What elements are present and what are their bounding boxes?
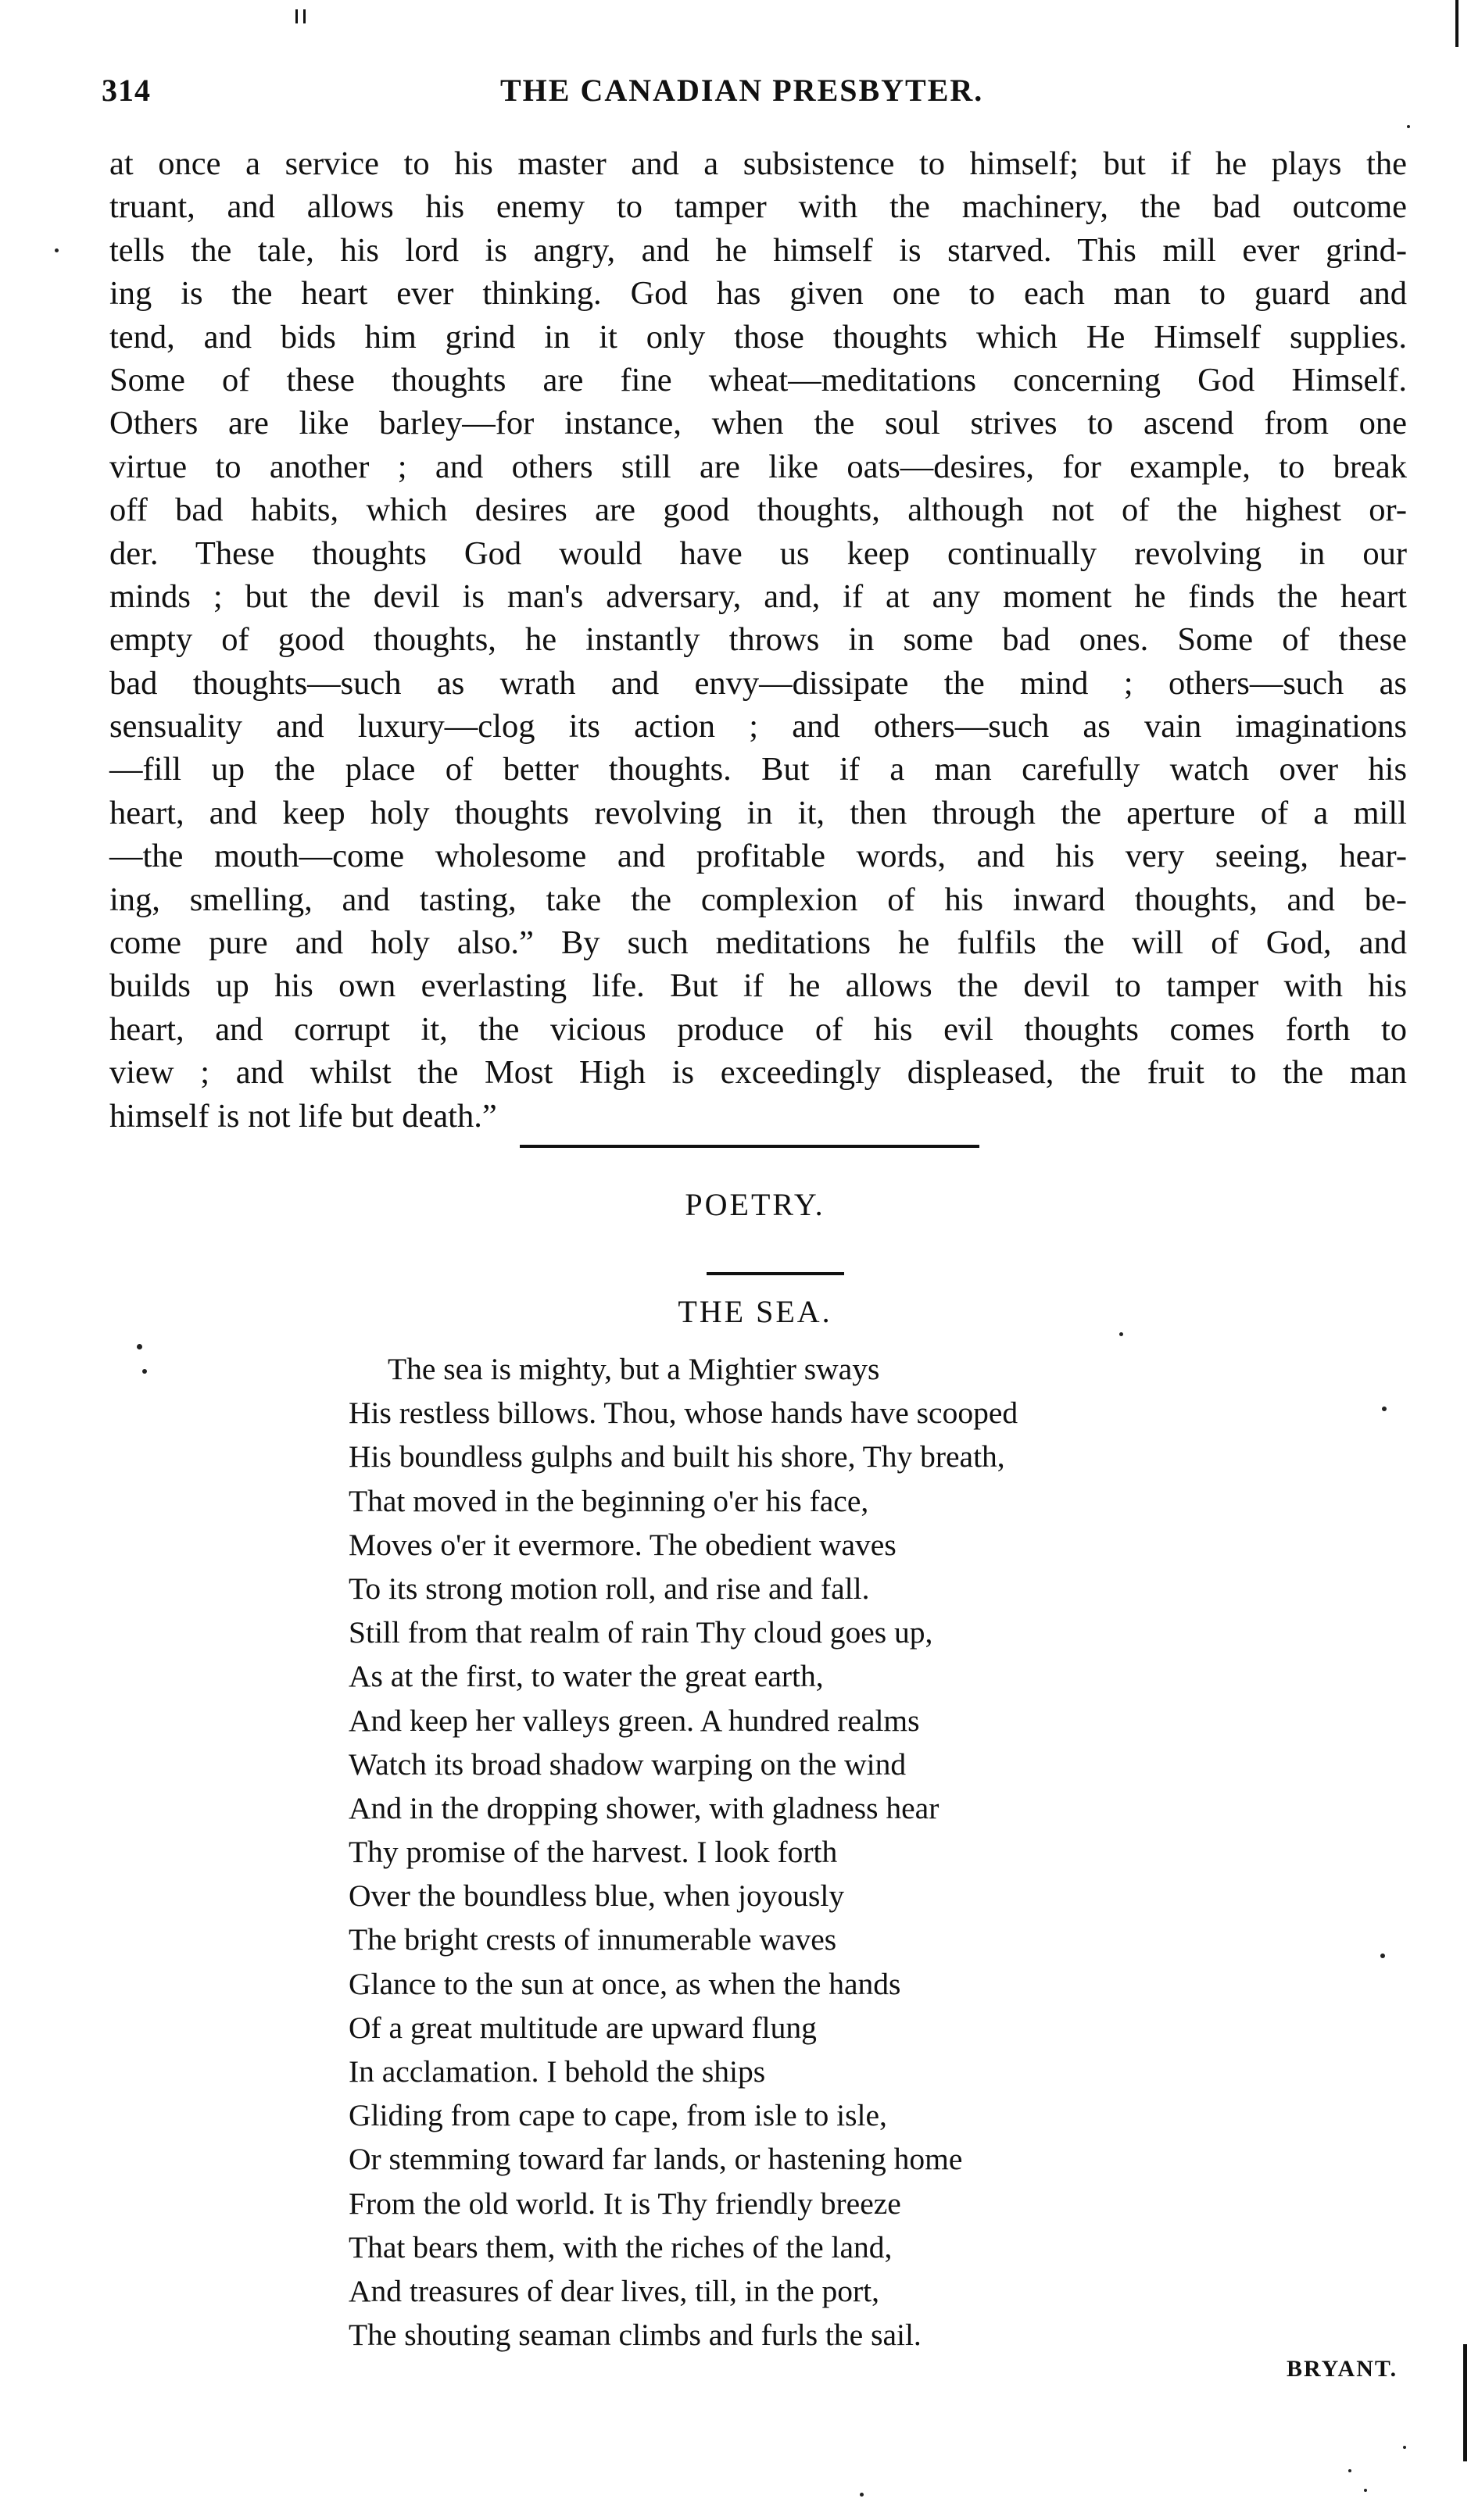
scan-edge-mark	[1455, 0, 1458, 47]
prose-line: —the mouth—come wholesome and profitable words, and his very seeing, hear-	[109, 838, 1407, 875]
prose-line: empty of good thoughts, he instantly throws in some bad ones. Some of these	[109, 621, 1407, 659]
poem-line: The bright crests of innumerable waves	[349, 1922, 837, 1957]
prose-line: Others are like barley—for instance, when the soul strives to ascend from one	[109, 405, 1407, 442]
prose-line: builds up his own everlasting life. But if he allows the devil to tamper with his	[109, 967, 1407, 1005]
prose-line: come pure and holy also.” By such meditations he fulfils the will of God, and	[109, 924, 1407, 962]
page-number: 314	[102, 73, 151, 108]
poem-line: Watch its broad shadow warping on the wind	[349, 1746, 907, 1782]
running-head: THE CANADIAN PRESBYTER.	[500, 73, 984, 108]
poem-line: Glance to the sun at once, as when the hands	[349, 1966, 901, 2001]
prose-line: ing, smelling, and tasting, take the complexion of his inward thoughts, and be-	[109, 881, 1407, 918]
prose-line: sensuality and luxury—clog its action ; and others—such as vain imaginations	[109, 708, 1407, 745]
poem-line: Over the boundless blue, when joyously	[349, 1878, 845, 1914]
poem-line: And keep her valleys green. A hundred realms	[349, 1703, 920, 1738]
prose-line: off bad habits, which desires are good thoughts, although not of the highest or-	[109, 491, 1407, 529]
scan-speck	[1348, 2469, 1351, 2472]
scan-speck	[1382, 1407, 1387, 1411]
poem-title: THE SEA.	[678, 1294, 832, 1329]
scan-speck	[142, 1369, 147, 1374]
poem-line: The sea is mighty, but a Mightier sways	[388, 1352, 880, 1386]
prose-line: Some of these thoughts are fine wheat—meditations concerning God Himself.	[109, 361, 1407, 399]
poem-body	[349, 1347, 1224, 2357]
poem-line: And in the dropping shower, with gladness hear	[349, 1790, 940, 1825]
title-divider	[707, 1272, 844, 1275]
prose-line: der. These thoughts God would have us keep continually revolving in our	[109, 534, 1407, 572]
prose-line: ing is the heart ever thinking. God has given one to each man to guard and	[109, 275, 1407, 313]
poem-line: Or stemming toward far lands, or hastening home	[349, 2142, 963, 2177]
poem-line: From the old world. It is Thy friendly breeze	[349, 2186, 901, 2221]
scan-speck	[55, 248, 59, 252]
scan-speck	[860, 2493, 864, 2497]
prose-line: tells the tale, his lord is angry, and he himself is starved. This mill ever grind-	[109, 231, 1407, 269]
scan-edge-mark	[303, 9, 306, 23]
scan-speck	[137, 1344, 142, 1349]
prose-line: truant, and allows his enemy to tamper with the machinery, the bad outcome	[109, 188, 1407, 226]
page-header	[102, 72, 1407, 119]
prose-line: virtue to another ; and others still are like oats—desires, for example, to break	[109, 448, 1407, 485]
poem-line: That moved in the beginning o'er his face,	[349, 1483, 869, 1518]
scan-speck	[1364, 2489, 1367, 2492]
prose-line: himself is not life but death.”	[109, 1097, 497, 1135]
prose-line: bad thoughts—such as wrath and envy—dissipate the mind ; others—such as	[109, 664, 1407, 702]
poem-line: Still from that realm of rain Thy cloud goes up,	[349, 1615, 933, 1650]
poem-line: The shouting seaman climbs and furls the sail.	[349, 2318, 922, 2353]
poem-line: Thy promise of the harvest. I look forth	[349, 1835, 838, 1870]
scan-speck	[1407, 125, 1410, 128]
poem-attribution: BRYANT.	[1287, 2356, 1398, 2382]
poem-line: Moves o'er it evermore. The obedient waves	[349, 1527, 897, 1562]
prose-line: —fill up the place of better thoughts. But if a man carefully watch over his	[109, 751, 1407, 788]
scan-speck	[1119, 1332, 1123, 1336]
poem-line: His restless billows. Thou, whose hands have scooped	[349, 1396, 1018, 1431]
section-title: POETRY.	[685, 1187, 825, 1222]
scan-speck	[1403, 2446, 1406, 2449]
prose-line: heart, and keep holy thoughts revolving in it, then through the aperture of a mill	[109, 794, 1407, 831]
prose-line: minds ; but the devil is man's adversary, and, if at any moment he finds the heart	[109, 577, 1407, 615]
scan-edge-mark	[295, 9, 298, 23]
poem-line: Of a great multitude are upward flung	[349, 2010, 817, 2045]
prose-line: view ; and whilst the Most High is exceedingly displeased, the fruit to the man	[109, 1054, 1407, 1092]
poem-line: In acclamation. I behold the ships	[349, 2054, 766, 2089]
prose-line: tend, and bids him grind in it only those thoughts which He Himself supplies.	[109, 318, 1407, 356]
poem-line: To its strong motion roll, and rise and fall.	[349, 1571, 870, 1606]
section-divider	[520, 1145, 979, 1148]
scan-speck	[1380, 1953, 1385, 1958]
scan-edge-mark	[1463, 2344, 1467, 2461]
poem-line: Gliding from cape to cape, from isle to isle,	[349, 2098, 887, 2133]
prose-line: heart, and corrupt it, the vicious produce of his evil thoughts comes forth to	[109, 1010, 1407, 1048]
poem-line: That bears them, with the riches of the land,	[349, 2229, 893, 2264]
prose-line: at once a service to his master and a subsistence to himself; but if he plays the	[109, 145, 1407, 182]
prose-paragraph	[109, 142, 1407, 1138]
poem-line: And treasures of dear lives, till, in the port,	[349, 2273, 880, 2308]
poem-line: His boundless gulphs and built his shore, Thy breath,	[349, 1439, 1005, 1474]
poem-line: As at the first, to water the great earth,	[349, 1659, 824, 1694]
